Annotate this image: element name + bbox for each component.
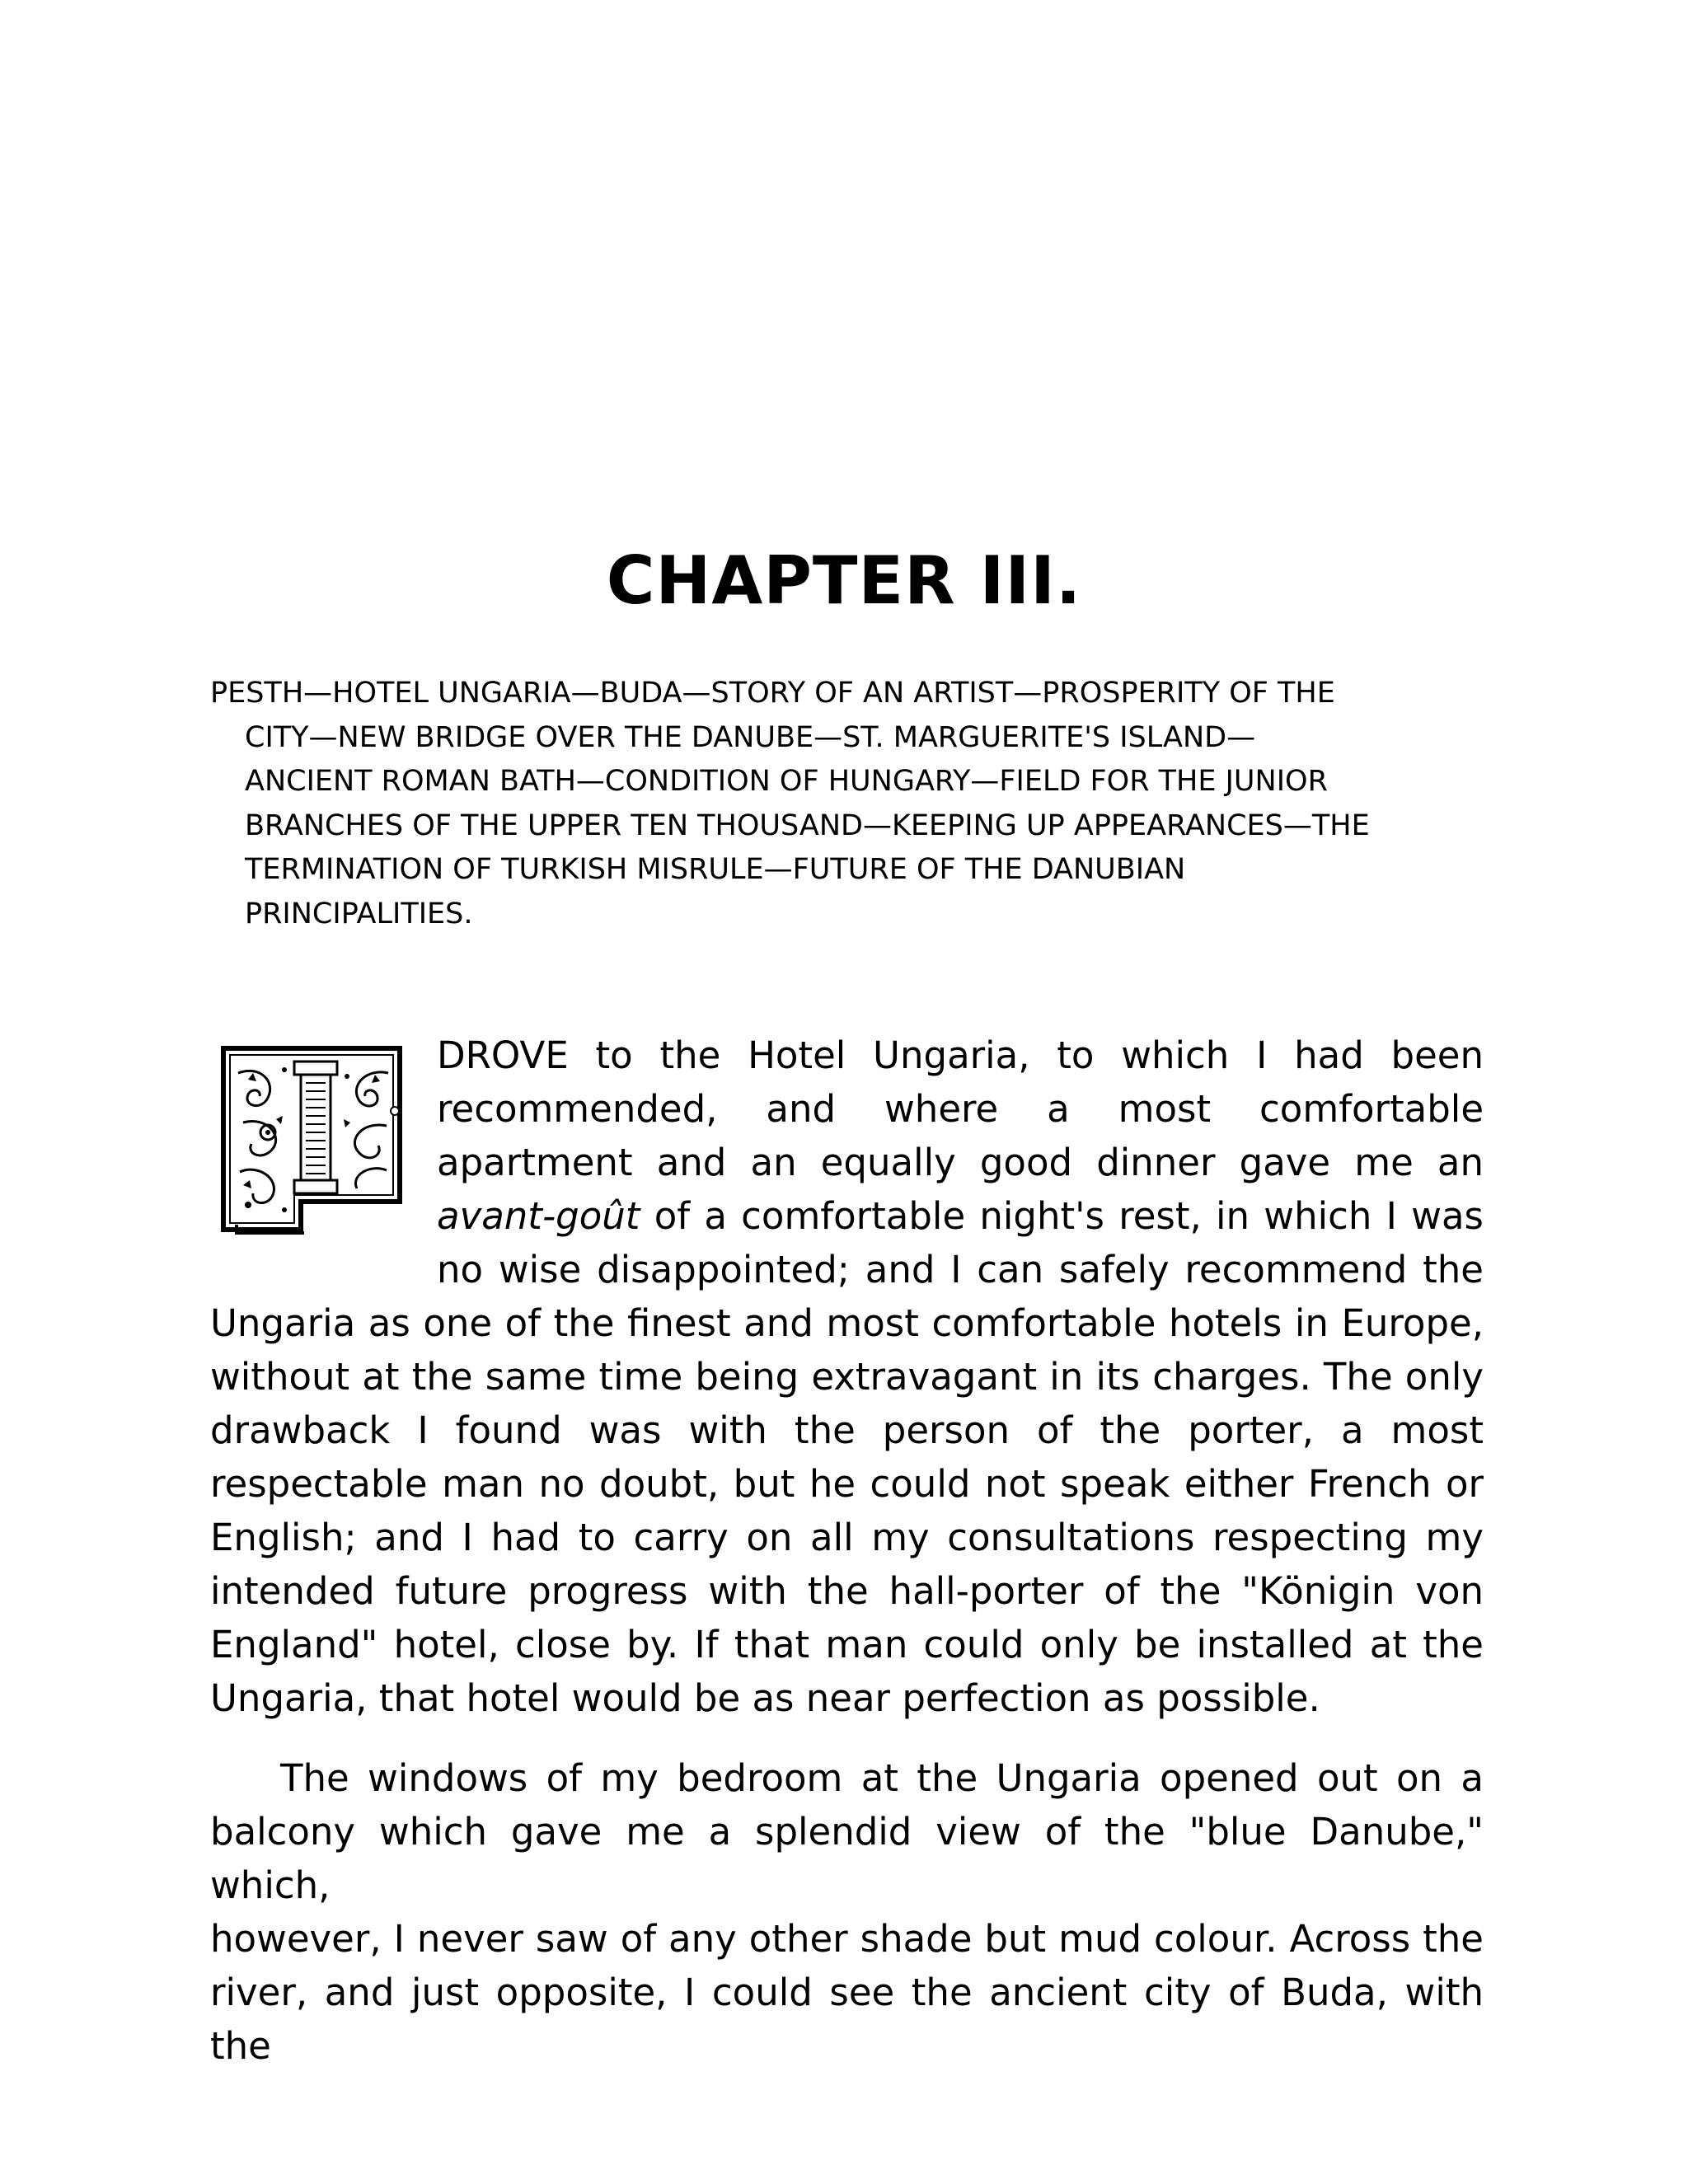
synopsis-line: BRANCHES OF THE UPPER TEN THOUSAND—KEEPING UP APPEARANCES—THE — [245, 808, 1370, 842]
synopsis-line: PESTH—HOTEL UNGARIA—BUDA—STORY OF AN ARTIST—PROSPERITY OF THE — [210, 677, 1335, 710]
synopsis-line: ANCIENT ROMAN BATH—CONDITION OF HUNGARY—FIELD FOR THE JUNIOR — [245, 765, 1328, 798]
text-line: English; and I had to carry on all my consultations respecting my — [210, 1516, 1484, 1559]
text-line: apartment and an equally good dinner gave me an — [437, 1141, 1484, 1184]
text-line-rest: of a comfortable night's rest, in which I was — [654, 1194, 1484, 1238]
synopsis-line: CITY—NEW BRIDGE OVER THE DANUBE—ST. MARGUERITE'S ISLAND— — [245, 720, 1256, 754]
text-line: England" hotel, close by. If that man could only be installed at the — [210, 1623, 1484, 1666]
paragraph — [210, 1029, 1484, 1725]
text-line: no wise disappointed; and I can safely recommend the — [437, 1248, 1484, 1291]
text-line: drawback I found was with the person of the porter, a most — [210, 1408, 1484, 1452]
text-line — [210, 1189, 1484, 1243]
text-line: Ungaria, that hotel would be as near perfection as possible. — [210, 1676, 1320, 1720]
synopsis-line: TERMINATION OF TURKISH MISRULE—FUTURE OF THE DANUBIAN — [245, 853, 1186, 886]
synopsis-line: PRINCIPALITIES. — [245, 897, 473, 930]
text-line: respectable man no doubt, but he could not speak either French or — [210, 1462, 1484, 1506]
text-line: DROVE to the Hotel Ungaria, to which I had been — [437, 1033, 1484, 1077]
text-line: however, I never saw of any other shade but mud colour. Across the — [210, 1917, 1484, 1961]
chapter-title: CHAPTER III. — [606, 542, 1082, 619]
text-line: intended future progress with the hall-porter of the "Königin von — [210, 1569, 1484, 1613]
text-line: without at the same time being extravagant in its charges. The only — [210, 1355, 1484, 1399]
text-line: river, and just opposite, I could see the ancient city of Buda, with the — [210, 1971, 1484, 2068]
text-line: Ungaria as one of the finest and most comfortable hotels in Europe, — [210, 1301, 1484, 1345]
text-line: recommended, and where a most comfortable — [437, 1087, 1484, 1131]
body-text — [210, 1029, 1484, 2073]
chapter-synopsis — [210, 672, 1531, 936]
italic-phrase: avant-goût — [437, 1194, 640, 1238]
text-line: balcony which gave me a splendid view of the "blue Danube," which, — [210, 1810, 1484, 1907]
text-line: The windows of my bedroom at the Ungaria opened out on a — [280, 1756, 1484, 1800]
paragraph — [210, 1751, 1484, 2073]
